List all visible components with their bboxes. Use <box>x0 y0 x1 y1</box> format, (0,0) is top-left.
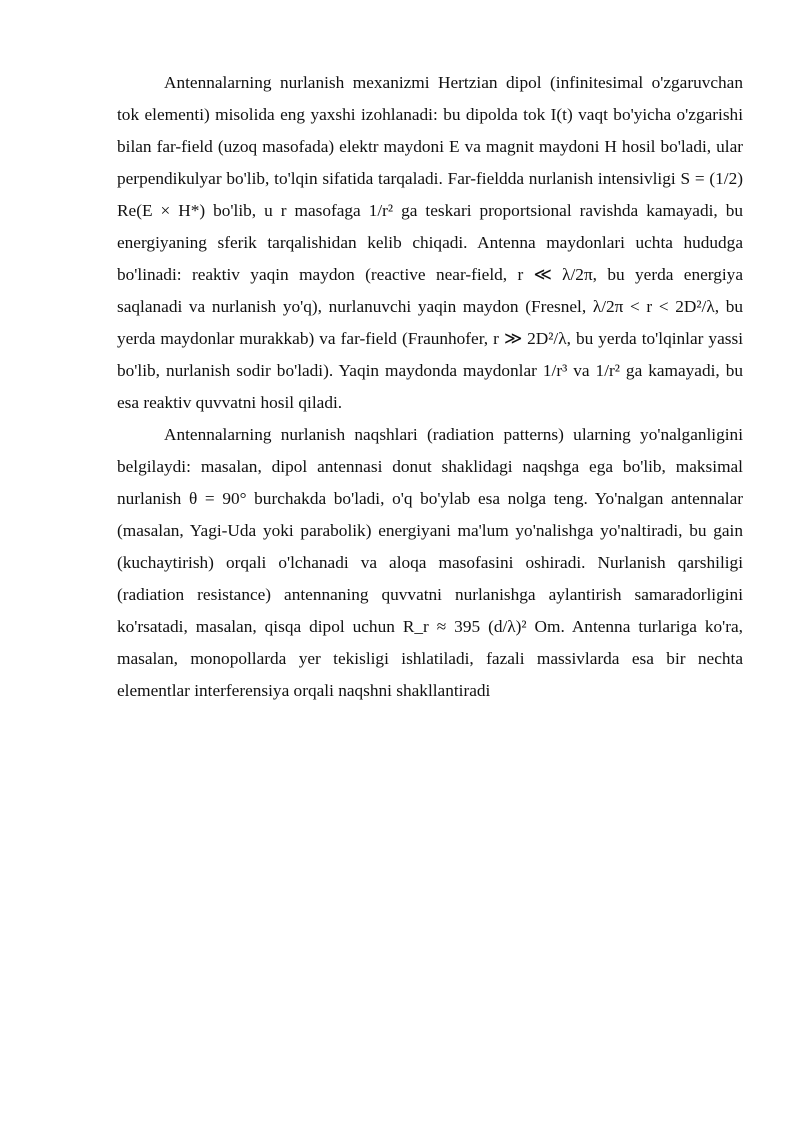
paragraph-radiation-patterns: Antennalarning nurlanish naqshlari (radiation patterns) ularning yo'nalganligini belgilaydi: masalan, dipol antennasi donut shaklidagi naqshga ega bo'lib, maksimal nurlanish θ = 90° burchakda bo'ladi, o'q bo'ylab esa nolga teng. Yo'nalgan antennalar (masalan, Yagi-Uda yoki parabolik) energiyani ma'lum yo'nalishga yo'naltiradi, bu gain (kuchaytirish) orqali o'lchanadi va aloqa masofasini oshiradi. Nurlanish qarshiligi (radiation resistance) antennaning quvvatni nurlanishga aylantirish samaradorligini ko'rsatadi, masalan, qisqa dipol uchun R_r ≈ 395 (d/λ)² Om. Antenna turlariga ko'ra, masalan, monopollarda yer tekisligi ishlatiladi, fazali massivlarda esa bir nechta elementlar interferensiya orqali naqshni shakllantiradi <box>117 425 743 700</box>
paragraph-radiation-mechanism: Antennalarning nurlanish mexanizmi Hertzian dipol (infinitesimal o'zgaruvchan tok elementi) misolida eng yaxshi izohlanadi: bu dipolda tok I(t) vaqt bo'yicha o'zgarishi bilan far-field (uzoq masofada) elektr maydoni E va magnit maydoni H hosil bo'ladi, ular perpendikulyar bo'lib, to'lqin sifatida tarqaladi. Far-fieldda nurlanish intensivligi S = (1/2) Re(E × H*) bo'lib, u r masofaga 1/r² ga teskari proportsional ravishda kamayadi, bu energiyaning sferik tarqalishidan kelib chiqadi. Antenna maydonlari uchta hududga bo'linadi: reaktiv yaqin maydon (reactive near-field, r ≪ λ/2π, bu yerda energiya saqlanadi va nurlanish yo'q), nurlanuvchi yaqin maydon (Fresnel, λ/2π < r < 2D²/λ, bu yerda maydonlar murakkab) va far-field (Fraunhofer, r ≫ 2D²/λ, bu yerda to'lqinlar yassi bo'lib, nurlanish sodir bo'ladi). Yaqin maydonda maydonlar 1/r³ va 1/r² ga kamayadi, bu esa reaktiv quvvatni hosil qiladi. <box>117 73 743 412</box>
document-page <box>117 67 743 707</box>
